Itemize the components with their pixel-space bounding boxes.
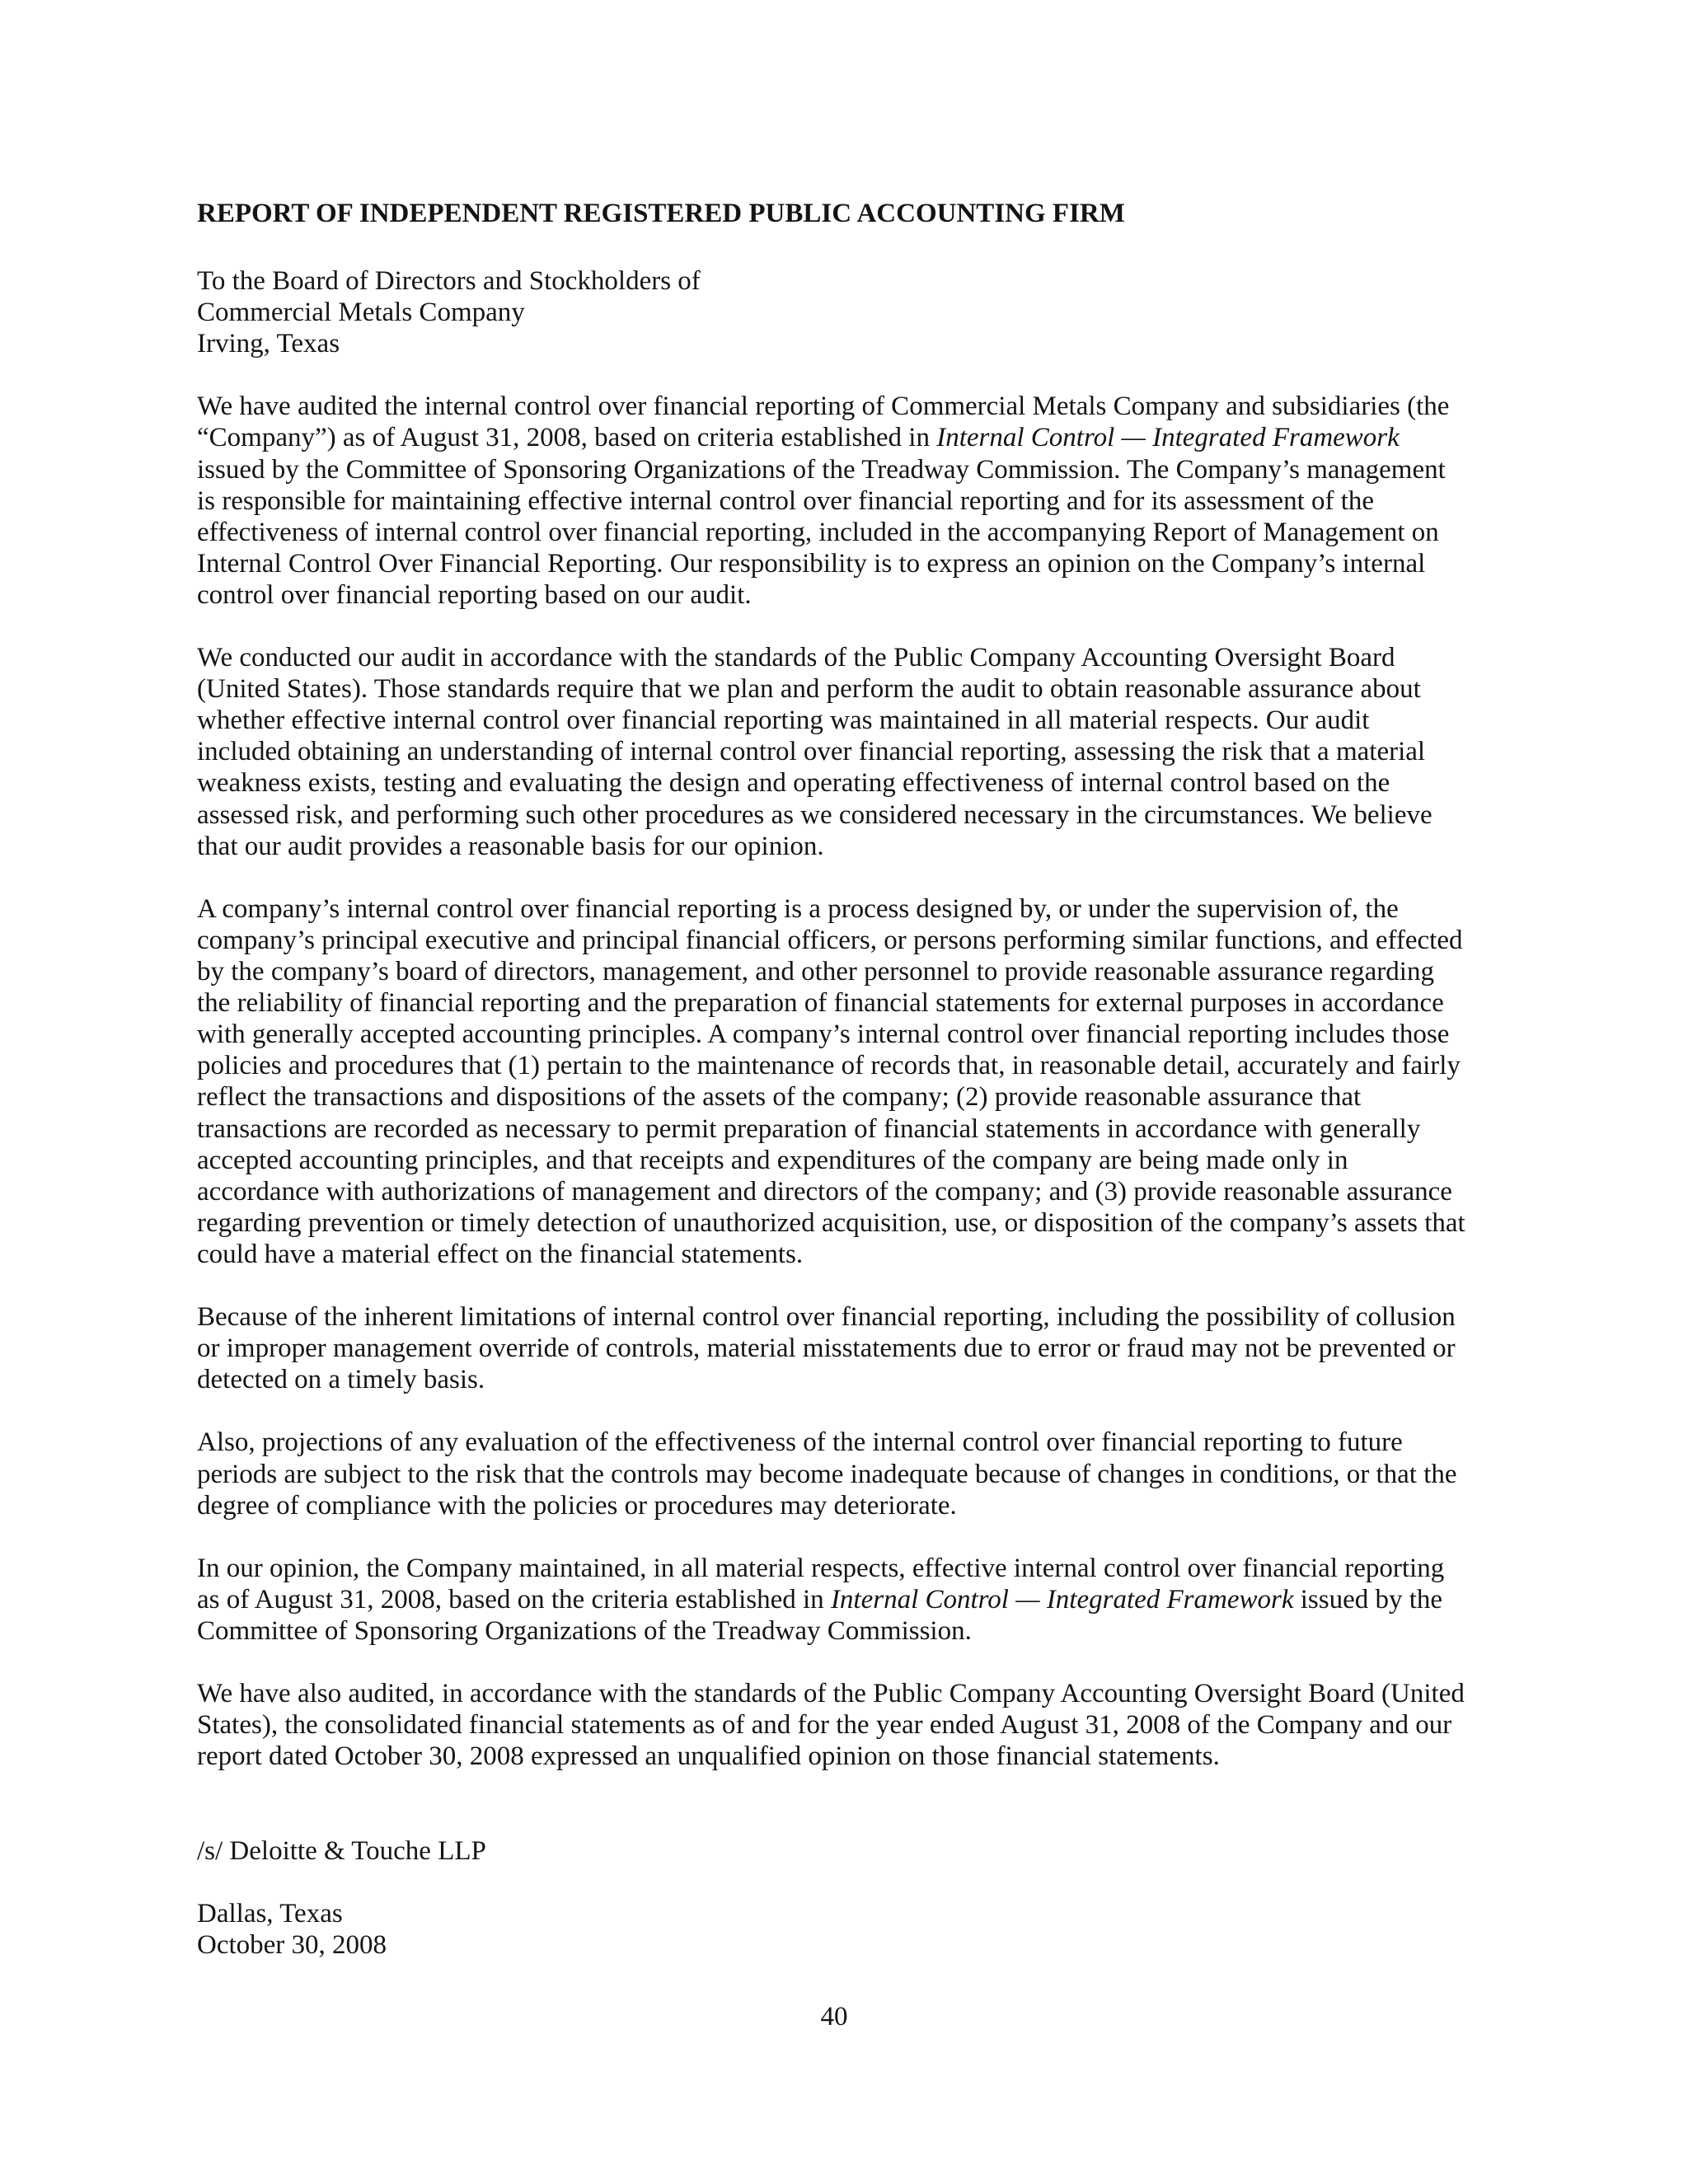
text-line: issued by the Committee of Sponsoring Organizations of the Treadway Commission. The Company’s management xyxy=(197,454,1446,485)
text-line: whether effective internal control over financial reporting was maintained in all material respects. Our audit xyxy=(197,705,1370,736)
addressee-block xyxy=(197,265,1491,359)
paragraph-future-projections xyxy=(197,1427,1491,1521)
report-location: Dallas, Texas xyxy=(197,1898,343,1929)
paragraph-related-audit xyxy=(197,1678,1491,1772)
report-title: REPORT OF INDEPENDENT REGISTERED PUBLIC ACCOUNTING FIRM xyxy=(197,199,1125,228)
framework-title-italic: Internal Control — Integrated Framework xyxy=(830,1584,1294,1615)
text-line: detected on a timely basis. xyxy=(197,1365,485,1395)
addressee-line: To the Board of Directors and Stockholders of xyxy=(197,265,701,296)
text-line: included obtaining an understanding of internal control over financial reporting, assessing the risk that a material xyxy=(197,737,1426,767)
text-line xyxy=(197,422,1491,453)
text-line: accepted accounting principles, and that receipts and expenditures of the company are being made only in xyxy=(197,1145,1348,1175)
text-line: reflect the transactions and dispositions of the assets of the company; (2) provide reasonable assurance that xyxy=(197,1082,1362,1113)
text-line: is responsible for maintaining effective internal control over financial reporting and for its assessment of the xyxy=(197,485,1375,516)
framework-title-italic: Internal Control — Integrated Framework xyxy=(936,423,1400,453)
addressee-city: Irving, Texas xyxy=(197,329,340,359)
text-line: States), the consolidated financial statements as of and for the year ended August 31, 2008 of the Company and our xyxy=(197,1710,1452,1741)
text-line: effectiveness of internal control over financial reporting, included in the accompanying Report of Management on xyxy=(197,517,1439,547)
paragraph-audit-standards xyxy=(197,642,1491,862)
text-line: transactions are recorded as necessary to permit preparation of financial statements in accordance with generally xyxy=(197,1113,1421,1144)
text-line: could have a material effect on the financial statements. xyxy=(197,1239,804,1269)
text-line: policies and procedures that (1) pertain to the maintenance of records that, in reasonable detail, accurately and fairly xyxy=(197,1051,1461,1081)
signature-block xyxy=(197,1804,1491,1867)
report-date: October 30, 2008 xyxy=(197,1929,387,1960)
text-line: report dated October 30, 2008 expressed an unqualified opinion on those financial statements. xyxy=(197,1741,1220,1772)
text-line: or improper management override of controls, material misstatements due to error or fraud may not be prevented or xyxy=(197,1333,1456,1364)
paragraph-opinion xyxy=(197,1553,1491,1647)
text-line: Internal Control Over Financial Reporting. Our responsibility is to express an opinion on the Company’s internal xyxy=(197,548,1426,579)
text-line: We conducted our audit in accordance with the standards of the Public Company Accounting Oversight Board xyxy=(197,643,1395,673)
text-line: degree of compliance with the policies or procedures may deteriorate. xyxy=(197,1490,957,1521)
text-line xyxy=(197,1584,1491,1615)
text-line: Because of the inherent limitations of internal control over financial reporting, including the possibility of collusion xyxy=(197,1302,1456,1333)
text-line: In our opinion, the Company maintained, in all material respects, effective internal control over financial reporting xyxy=(197,1553,1445,1583)
auditor-signature: /s/ Deloitte & Touche LLP xyxy=(197,1835,486,1866)
text-line: (United States). Those standards require that we plan and perform the audit to obtain reasonable assurance about xyxy=(197,674,1421,705)
text-line: with generally accepted accounting principles. A company’s internal control over financial reporting includes those xyxy=(197,1019,1450,1050)
text-line: Also, projections of any evaluation of the effectiveness of the internal control over financial reporting to future xyxy=(197,1427,1403,1458)
paragraph-audit-scope xyxy=(197,391,1491,611)
text-line: control over financial reporting based on our audit. xyxy=(197,579,752,610)
text-line: weakness exists, testing and evaluating the design and operating effectiveness of internal control based on the xyxy=(197,768,1390,799)
paragraph-inherent-limitations xyxy=(197,1301,1491,1395)
place-date-block xyxy=(197,1898,1491,1961)
text-line: the reliability of financial reporting and the preparation of financial statements for external purposes in accordance xyxy=(197,988,1444,1019)
text-line: Committee of Sponsoring Organizations of the Treadway Commission. xyxy=(197,1616,972,1647)
paragraph-internal-control-definition xyxy=(197,893,1491,1270)
text-segment: “Company”) as of August 31, 2008, based on criteria established in xyxy=(197,423,937,453)
text-line: regarding prevention or timely detection of unauthorized acquisition, use, or disposition of the company’s assets that xyxy=(197,1207,1465,1238)
text-line: A company’s internal control over financial reporting is a process designed by, or under the supervision of, the xyxy=(197,893,1399,924)
report-page xyxy=(197,198,1491,1961)
text-line: periods are subject to the risk that the controls may become inadequate because of changes in conditions, or that the xyxy=(197,1459,1457,1489)
text-line: by the company’s board of directors, management, and other personnel to provide reasonable assurance regarding xyxy=(197,957,1434,987)
text-line: accordance with authorizations of management and directors of the company; and (3) provide reasonable assurance xyxy=(197,1176,1452,1207)
text-line: assessed risk, and performing such other procedures as we considered necessary in the circumstances. We believe xyxy=(197,799,1432,830)
text-segment: issued by the xyxy=(1293,1584,1443,1615)
text-line: that our audit provides a reasonable basis for our opinion. xyxy=(197,831,824,861)
text-line: We have audited the internal control over financial reporting of Commercial Metals Company and subsidiaries (the xyxy=(197,391,1450,422)
text-line: We have also audited, in accordance with the standards of the Public Company Accounting Oversight Board (United xyxy=(197,1679,1465,1709)
page-number: 40 xyxy=(820,2002,848,2032)
addressee-company: Commercial Metals Company xyxy=(197,298,525,328)
text-line: company’s principal executive and principal financial officers, or persons performing similar functions, and effected xyxy=(197,925,1463,955)
text-segment: as of August 31, 2008, based on the criteria established in xyxy=(197,1584,831,1615)
